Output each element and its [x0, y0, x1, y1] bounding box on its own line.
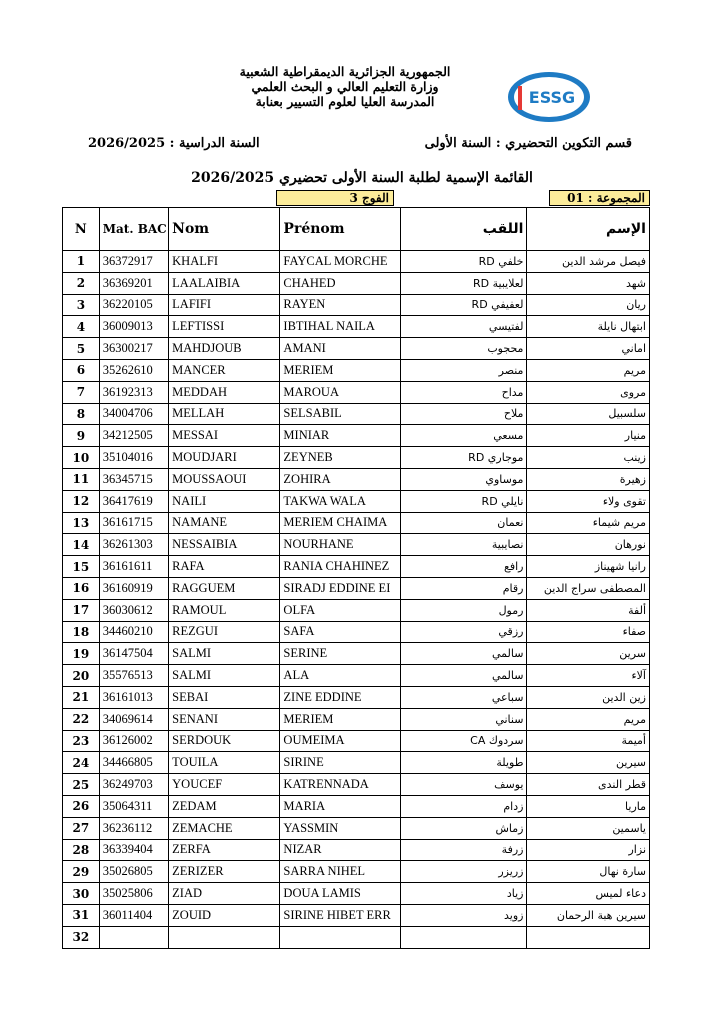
- cell-ism: زين الدين: [527, 686, 650, 708]
- cell-nom: MESSAI: [169, 425, 280, 447]
- cell-mat-bac: 36126002: [99, 730, 168, 752]
- cell-nom: RAMOUL: [169, 599, 280, 621]
- cell-ism: مريم شيماء: [527, 512, 650, 534]
- cell-nom: SALMI: [169, 643, 280, 665]
- cell-n: 3: [63, 294, 100, 316]
- cell-prenom: SERINE: [280, 643, 400, 665]
- cell-ism: ابتهال نايلة: [527, 316, 650, 338]
- cell-ism: ياسمين: [527, 817, 650, 839]
- republic-line: الجمهورية الجزائرية الديمقراطية الشعبية: [239, 64, 451, 79]
- table-row: [63, 294, 650, 316]
- cell-prenom: KATRENNADA: [280, 774, 400, 796]
- cell-mat-bac: 36339404: [99, 839, 168, 861]
- cell-laqab: [400, 926, 527, 948]
- cell-nom: ZERFA: [169, 839, 280, 861]
- cell-prenom: MERIEM CHAIMA: [280, 512, 400, 534]
- cell-prenom: MARIA: [280, 795, 400, 817]
- cell-prenom: MAROUA: [280, 381, 400, 403]
- cell-nom: YOUCEF: [169, 774, 280, 796]
- cell-mat-bac: 36369201: [99, 272, 168, 294]
- cell-mat-bac: 36372917: [99, 251, 168, 273]
- cell-prenom: RAYEN: [280, 294, 400, 316]
- cell-prenom: NIZAR: [280, 839, 400, 861]
- essg-logo: [506, 70, 592, 124]
- cell-ism: شهد: [527, 272, 650, 294]
- cell-n: 30: [63, 883, 100, 905]
- group-labels: [62, 190, 650, 207]
- cell-laqab: رافع: [400, 556, 527, 578]
- cell-prenom: MERIEM: [280, 708, 400, 730]
- table-row: [63, 577, 650, 599]
- cell-ism: ماريا: [527, 795, 650, 817]
- cell-nom: REZGUI: [169, 621, 280, 643]
- cell-mat-bac: 34460210: [99, 621, 168, 643]
- cell-nom: SENANI: [169, 708, 280, 730]
- cell-ism: قطر الندى: [527, 774, 650, 796]
- cell-prenom: SELSABIL: [280, 403, 400, 425]
- cell-n: 28: [63, 839, 100, 861]
- table-row: [63, 272, 650, 294]
- cell-laqab: نايلي RD: [400, 490, 527, 512]
- cell-prenom: ZOHIRA: [280, 468, 400, 490]
- cell-mat-bac: 36011404: [99, 904, 168, 926]
- cell-ism: سيرين: [527, 752, 650, 774]
- cell-n: 22: [63, 708, 100, 730]
- col-nom: Nom: [169, 208, 280, 251]
- cell-n: 16: [63, 577, 100, 599]
- cell-ism: صفاء: [527, 621, 650, 643]
- table-row: [63, 752, 650, 774]
- cell-nom: MOUSSAOUI: [169, 468, 280, 490]
- cell-mat-bac: 36261303: [99, 534, 168, 556]
- cell-nom: NAMANE: [169, 512, 280, 534]
- cell-mat-bac: 36417619: [99, 490, 168, 512]
- table-row: [63, 534, 650, 556]
- cell-laqab: زويد: [400, 904, 527, 926]
- cell-nom: LAFIFI: [169, 294, 280, 316]
- table-row: [63, 403, 650, 425]
- cell-nom: LEFTISSI: [169, 316, 280, 338]
- cell-laqab: طويلة: [400, 752, 527, 774]
- table-row: [63, 359, 650, 381]
- department-label: قسم التكوين التحضيري : السنة الأولى: [424, 136, 632, 151]
- cell-laqab: زدام: [400, 795, 527, 817]
- table-row: [63, 556, 650, 578]
- cell-mat-bac: 36161013: [99, 686, 168, 708]
- cell-ism: مريم: [527, 708, 650, 730]
- cell-n: 26: [63, 795, 100, 817]
- cell-laqab: رزقي: [400, 621, 527, 643]
- cell-nom: MEDDAH: [169, 381, 280, 403]
- cell-mat-bac: 36161715: [99, 512, 168, 534]
- cell-n: 29: [63, 861, 100, 883]
- cell-mat-bac: 36220105: [99, 294, 168, 316]
- cell-n: 32: [63, 926, 100, 948]
- academic-year-label: السنة الدراسية : 2026/2025: [88, 136, 260, 151]
- cell-ism: مروى: [527, 381, 650, 403]
- cell-n: 15: [63, 556, 100, 578]
- cell-ism: مريم: [527, 359, 650, 381]
- cell-mat-bac: 35026805: [99, 861, 168, 883]
- cell-n: 9: [63, 425, 100, 447]
- table-row: [63, 338, 650, 360]
- table-row: [63, 599, 650, 621]
- cell-ism: رانيا شهيناز: [527, 556, 650, 578]
- cell-prenom: FAYCAL MORCHE: [280, 251, 400, 273]
- cell-n: 11: [63, 468, 100, 490]
- cell-nom: SERDOUK: [169, 730, 280, 752]
- cell-mat-bac: 36345715: [99, 468, 168, 490]
- table-row: [63, 316, 650, 338]
- cell-laqab: زياد: [400, 883, 527, 905]
- cell-mat-bac: [99, 926, 168, 948]
- cell-ism: سيرين هبة الرحمان: [527, 904, 650, 926]
- cell-nom: MELLAH: [169, 403, 280, 425]
- cell-ism: المصطفى سراج الدين: [527, 577, 650, 599]
- cell-prenom: NOURHANE: [280, 534, 400, 556]
- col-n: N: [63, 208, 100, 251]
- cell-laqab: لعفيفي RD: [400, 294, 527, 316]
- cell-mat-bac: 34466805: [99, 752, 168, 774]
- cell-laqab: رقام: [400, 577, 527, 599]
- cell-ism: زهيرة: [527, 468, 650, 490]
- cell-mat-bac: 36192313: [99, 381, 168, 403]
- cell-ism: زينب: [527, 447, 650, 469]
- table-row: [63, 468, 650, 490]
- table-row: [63, 425, 650, 447]
- table-row: [63, 839, 650, 861]
- cell-prenom: RANIA CHAHINEZ: [280, 556, 400, 578]
- cell-prenom: CHAHED: [280, 272, 400, 294]
- cell-n: 31: [63, 904, 100, 926]
- table-row: [63, 708, 650, 730]
- cell-nom: MANCER: [169, 359, 280, 381]
- cell-prenom: SIRINE: [280, 752, 400, 774]
- cell-nom: ZIAD: [169, 883, 280, 905]
- table-row: [63, 381, 650, 403]
- col-ism: الإسم: [527, 208, 650, 251]
- cell-nom: MOUDJARI: [169, 447, 280, 469]
- cell-prenom: [280, 926, 400, 948]
- cell-n: 14: [63, 534, 100, 556]
- cell-n: 10: [63, 447, 100, 469]
- cell-mat-bac: 35064311: [99, 795, 168, 817]
- cell-nom: ZOUID: [169, 904, 280, 926]
- table-row: [63, 686, 650, 708]
- cell-nom: ZEMACHE: [169, 817, 280, 839]
- cell-mat-bac: 35104016: [99, 447, 168, 469]
- cell-mat-bac: 36300217: [99, 338, 168, 360]
- cell-mat-bac: 36147504: [99, 643, 168, 665]
- table-row: [63, 251, 650, 273]
- institution-header: [230, 64, 460, 109]
- cell-n: 24: [63, 752, 100, 774]
- cell-mat-bac: 36236112: [99, 817, 168, 839]
- cell-laqab: زرفة: [400, 839, 527, 861]
- table-row: [63, 512, 650, 534]
- cell-prenom: SARRA NIHEL: [280, 861, 400, 883]
- cell-prenom: OLFA: [280, 599, 400, 621]
- cell-nom: LAALAIBIA: [169, 272, 280, 294]
- cell-ism: نزار: [527, 839, 650, 861]
- cell-prenom: SAFA: [280, 621, 400, 643]
- table-row: [63, 926, 650, 948]
- cell-n: 27: [63, 817, 100, 839]
- table-row: [63, 665, 650, 687]
- cell-nom: TOUILA: [169, 752, 280, 774]
- col-laqab: اللقب: [400, 208, 527, 251]
- cell-ism: اماني: [527, 338, 650, 360]
- logo-text: ESSG: [528, 88, 576, 107]
- cell-laqab: سالمي: [400, 643, 527, 665]
- cell-ism: ألفة: [527, 599, 650, 621]
- cell-prenom: AMANI: [280, 338, 400, 360]
- cell-laqab: نعمان: [400, 512, 527, 534]
- cell-prenom: ALA: [280, 665, 400, 687]
- cell-laqab: مداح: [400, 381, 527, 403]
- table-row: [63, 447, 650, 469]
- cell-ism: نورهان: [527, 534, 650, 556]
- cell-laqab: سالمي: [400, 665, 527, 687]
- table-row: [63, 883, 650, 905]
- cell-ism: منيار: [527, 425, 650, 447]
- cell-prenom: MINIAR: [280, 425, 400, 447]
- cell-mat-bac: 36249703: [99, 774, 168, 796]
- cell-n: 13: [63, 512, 100, 534]
- cell-mat-bac: 36030612: [99, 599, 168, 621]
- cell-mat-bac: 34212505: [99, 425, 168, 447]
- cell-laqab: نصايبية: [400, 534, 527, 556]
- cell-nom: [169, 926, 280, 948]
- cell-prenom: OUMEIMA: [280, 730, 400, 752]
- cell-laqab: موساوي: [400, 468, 527, 490]
- cell-nom: ZERIZER: [169, 861, 280, 883]
- cell-nom: SEBAI: [169, 686, 280, 708]
- cell-prenom: SIRADJ EDDINE EI: [280, 577, 400, 599]
- document-header: [0, 0, 724, 151]
- cell-n: 8: [63, 403, 100, 425]
- cell-laqab: محجوب: [400, 338, 527, 360]
- fouj-label: الفوج 3: [276, 190, 394, 206]
- cell-n: 17: [63, 599, 100, 621]
- cell-n: 1: [63, 251, 100, 273]
- cell-ism: سلسبيل: [527, 403, 650, 425]
- school-line: المدرسة العليا لعلوم التسيير بعنابة: [255, 94, 435, 109]
- cell-laqab: منصر: [400, 359, 527, 381]
- cell-n: 12: [63, 490, 100, 512]
- cell-nom: MAHDJOUB: [169, 338, 280, 360]
- cell-laqab: رمول: [400, 599, 527, 621]
- col-prenom: Prénom: [280, 208, 400, 251]
- cell-ism: فيصل مرشد الدين: [527, 251, 650, 273]
- cell-n: 25: [63, 774, 100, 796]
- table-row: [63, 621, 650, 643]
- cell-laqab: ملاح: [400, 403, 527, 425]
- cell-n: 2: [63, 272, 100, 294]
- cell-ism: أميمة: [527, 730, 650, 752]
- cell-prenom: MERIEM: [280, 359, 400, 381]
- cell-ism: [527, 926, 650, 948]
- cell-nom: KHALFI: [169, 251, 280, 273]
- cell-laqab: سباعي: [400, 686, 527, 708]
- cell-n: 23: [63, 730, 100, 752]
- cell-laqab: سردوك CA: [400, 730, 527, 752]
- cell-laqab: خلفي RD: [400, 251, 527, 273]
- cell-mat-bac: 34004706: [99, 403, 168, 425]
- table-row: [63, 817, 650, 839]
- cell-n: 6: [63, 359, 100, 381]
- cell-nom: RAFA: [169, 556, 280, 578]
- cell-laqab: لفتيسي: [400, 316, 527, 338]
- cell-laqab: موجاري RD: [400, 447, 527, 469]
- cell-n: 18: [63, 621, 100, 643]
- cell-n: 4: [63, 316, 100, 338]
- cell-n: 7: [63, 381, 100, 403]
- cell-ism: دعاء لميس: [527, 883, 650, 905]
- student-table: [62, 207, 650, 949]
- table-row: [63, 904, 650, 926]
- cell-laqab: مسعي: [400, 425, 527, 447]
- cell-nom: RAGGUEM: [169, 577, 280, 599]
- cell-prenom: ZINE EDDINE: [280, 686, 400, 708]
- group-label: المجموعة : 01: [549, 190, 650, 206]
- cell-ism: تقوى ولاء: [527, 490, 650, 512]
- cell-mat-bac: 36009013: [99, 316, 168, 338]
- cell-n: 19: [63, 643, 100, 665]
- table-header-row: [63, 208, 650, 251]
- cell-ism: سرين: [527, 643, 650, 665]
- cell-mat-bac: 36160919: [99, 577, 168, 599]
- cell-laqab: زماش: [400, 817, 527, 839]
- cell-n: 21: [63, 686, 100, 708]
- cell-laqab: سناني: [400, 708, 527, 730]
- cell-ism: آلاء: [527, 665, 650, 687]
- cell-nom: NAILI: [169, 490, 280, 512]
- cell-ism: ريان: [527, 294, 650, 316]
- cell-mat-bac: 34069614: [99, 708, 168, 730]
- table-row: [63, 490, 650, 512]
- cell-laqab: لعلايبية RD: [400, 272, 527, 294]
- table-row: [63, 730, 650, 752]
- ministry-line: وزارة التعليم العالي و البحث العلمي: [251, 79, 439, 94]
- cell-prenom: SIRINE HIBET ERR: [280, 904, 400, 926]
- table-row: [63, 861, 650, 883]
- cell-laqab: زريزر: [400, 861, 527, 883]
- cell-n: 5: [63, 338, 100, 360]
- cell-nom: NESSAIBIA: [169, 534, 280, 556]
- table-row: [63, 795, 650, 817]
- cell-nom: SALMI: [169, 665, 280, 687]
- cell-prenom: ZEYNEB: [280, 447, 400, 469]
- list-title: القائمة الإسمية لطلبة السنة الأولى تحضيري 2026/2025: [191, 170, 533, 186]
- cell-mat-bac: 35262610: [99, 359, 168, 381]
- cell-n: 20: [63, 665, 100, 687]
- cell-mat-bac: 36161611: [99, 556, 168, 578]
- cell-prenom: YASSMIN: [280, 817, 400, 839]
- cell-prenom: DOUA LAMIS: [280, 883, 400, 905]
- table-row: [63, 643, 650, 665]
- cell-ism: سارة نهال: [527, 861, 650, 883]
- cell-nom: ZEDAM: [169, 795, 280, 817]
- cell-laqab: يوسف: [400, 774, 527, 796]
- cell-mat-bac: 35025806: [99, 883, 168, 905]
- cell-prenom: TAKWA WALA: [280, 490, 400, 512]
- cell-mat-bac: 35576513: [99, 665, 168, 687]
- col-mat-bac: Mat. BAC: [99, 208, 168, 251]
- table-row: [63, 774, 650, 796]
- cell-prenom: IBTIHAL NAILA: [280, 316, 400, 338]
